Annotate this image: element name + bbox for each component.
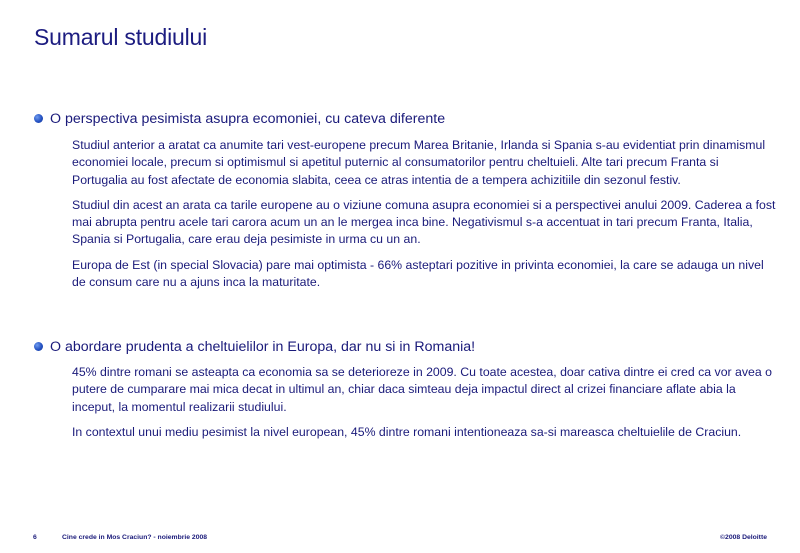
bullet-icon (34, 114, 43, 123)
paragraph: In contextul unui mediu pesimist la nivel european, 45% dintre romani intentioneaza sa-si mareasca cheltuielile de Craciun. (72, 424, 742, 439)
page-number: 6 (33, 534, 37, 541)
section-heading (34, 338, 779, 356)
paragraph: Studiul din acest an arata ca tarile europene au o viziune comuna asupra economiei si a perspectivei anului 2009. Caderea a fost mai abrupta pentru acele tari carora acum un an le mergea inca bine. Negativismul s-a accentuat in tari precum Franta, Italia, Spania si Portugalia, care erau deja pesimiste in urma cu un an. (72, 197, 776, 247)
slide-title: Sumarul studiului (34, 24, 208, 50)
section-heading-text: O abordare prudenta a cheltuielilor in Europa, dar nu si in Romania! (50, 339, 476, 355)
paragraph: Studiul anterior a aratat ca anumite tari vest-europene precum Marea Britanie, Irlanda si Spania s-au evidentiat prin dinamismul economiei locale, precum si optimismul si apetitul puternic al consumatorilor pentru cheltuieli. Alte tari precum Franta si Portugalia au fost afectate de economia slabita, ceea ce atras intentia de a tempera achizitiile din sezonul festiv. (72, 138, 766, 187)
bullet-icon (34, 342, 43, 351)
section-heading (34, 110, 779, 128)
footer-document-title: Cine crede in Mos Craciun? - noiembrie 2008 (62, 534, 208, 541)
paragraph: 45% dintre romani se asteapta ca economia sa se deterioreze in 2009. Cu toate acestea, doar cativa dintre ei cred ca vor avea o putere de cumparare mai mica decat in ultimul an, chiar daca simteau deja impactul direct al crizei financiare aflate abia la inceput, la momentul realizarii studiului. (72, 365, 772, 414)
section-heading-text: O perspectiva pesimista asupra ecomoniei, cu cateva diferente (50, 111, 446, 127)
footer-copyright: ©2008 Deloitte (720, 534, 767, 541)
section-spending-approach (34, 338, 779, 441)
section-economic-outlook (34, 110, 779, 291)
paragraph: Europa de Est (in special Slovacia) pare mai optimista - 66% asteptari pozitive in privinta economiei, la care se adauga un nivel de consum care nu a ajuns inca la maturitate. (72, 257, 764, 290)
